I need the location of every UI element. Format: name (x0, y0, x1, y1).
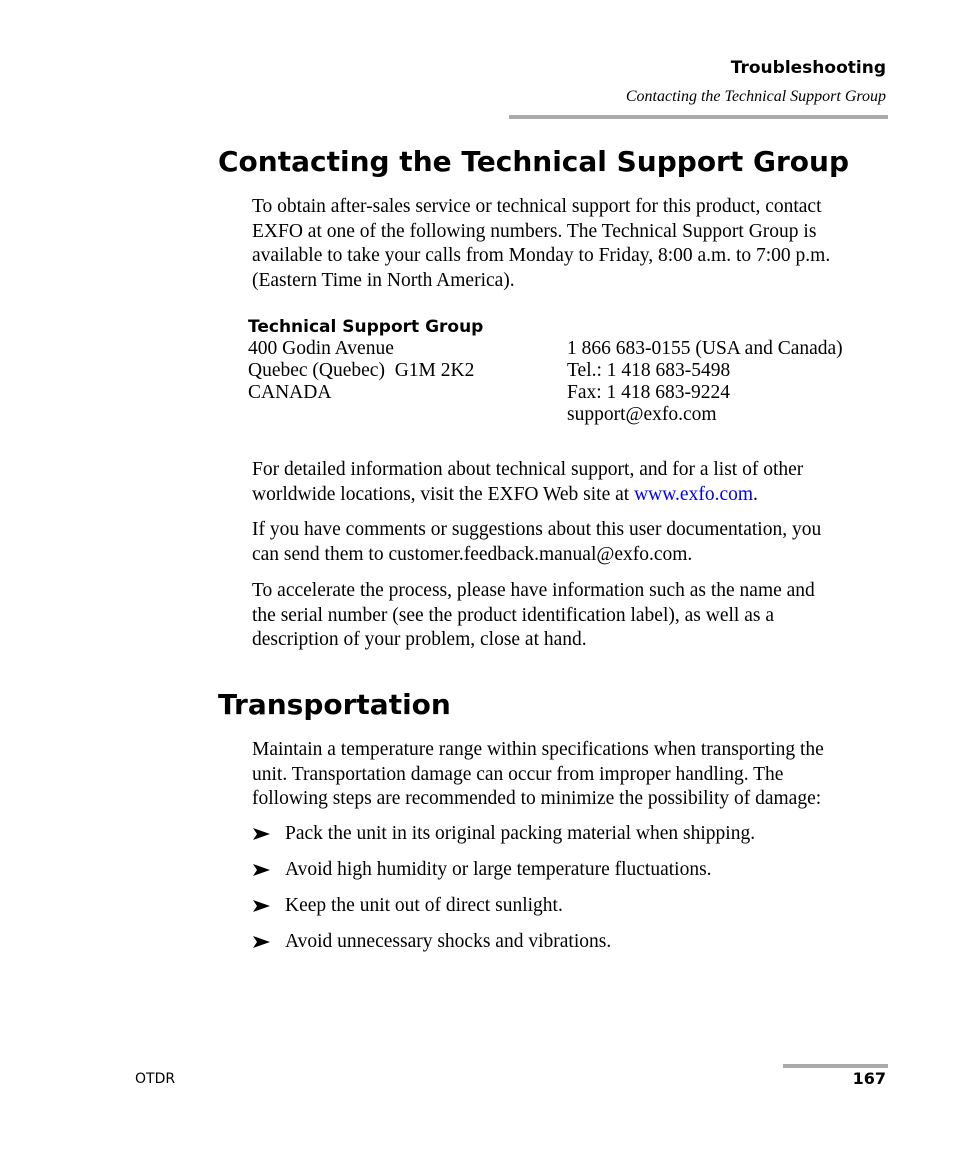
header-divider (509, 115, 888, 119)
support-contacts (567, 338, 843, 426)
footer-divider (783, 1064, 888, 1068)
support-group-name: Technical Support Group (248, 317, 484, 337)
fax-number: Fax: 1 418 683-9224 (567, 382, 731, 403)
arrow-bullet-icon (252, 932, 272, 952)
list-item-text: Avoid high humidity or large temperature fluctuations. (285, 859, 712, 880)
intro-line: EXFO at one of the following numbers. The Technical Support Group is (252, 220, 817, 242)
list-item-text: Pack the unit in its original packing material when shipping. (285, 823, 756, 844)
address-line: 400 Godin Avenue (248, 338, 394, 359)
arrow-bullet-icon (252, 824, 272, 844)
details-line: For detailed information about technical support, and for a list of other (252, 459, 804, 480)
comments-line: If you have comments or suggestions about this user documentation, you (252, 519, 822, 540)
intro-line: available to take your calls from Monday to Friday, 8:00 a.m. to 7:00 p.m. (252, 245, 831, 266)
comments-paragraph (252, 518, 882, 567)
transport-intro-line: unit. Transportation damage can occur from improper handling. The (252, 763, 784, 785)
intro-paragraph (252, 195, 882, 293)
transport-intro-line: Maintain a temperature range within specifications when transporting the (252, 739, 824, 760)
running-header-section: Contacting the Technical Support Group (625, 88, 886, 105)
support-email: support@exfo.com (567, 404, 717, 425)
intro-line: (Eastern Time in North America). (252, 269, 515, 291)
section-title-technical-support: Contacting the Technical Support Group (218, 145, 849, 178)
arrow-bullet-icon (252, 860, 272, 880)
transport-intro-line: following steps are recommended to minimize the possibility of damage: (252, 788, 822, 809)
address-line: CANADA (248, 382, 332, 403)
arrow-bullet-icon (252, 896, 272, 916)
address-line: Quebec (Quebec) G1M 2K2 (248, 360, 475, 381)
list-item-text: Avoid unnecessary shocks and vibrations. (285, 931, 612, 952)
list-item (252, 858, 892, 894)
list-item (252, 930, 892, 966)
accelerate-line: To accelerate the process, please have information such as the name and (252, 580, 815, 601)
details-paragraph (252, 458, 882, 507)
transport-intro-paragraph (252, 738, 882, 812)
running-header-chapter: Troubleshooting (730, 58, 886, 78)
page-number: 167 (852, 1069, 886, 1088)
toll-free-number: 1 866 683-0155 (USA and Canada) (567, 338, 843, 359)
accelerate-paragraph (252, 579, 882, 653)
website-link[interactable]: www.exfo.com (634, 483, 754, 505)
accelerate-line: the serial number (see the product identification label), as well as a (252, 604, 774, 626)
section-title-transportation: Transportation (218, 688, 451, 721)
list-item (252, 894, 892, 930)
footer-product-name: OTDR (135, 1071, 176, 1087)
list-item-text: Keep the unit out of direct sunlight. (285, 895, 563, 916)
telephone-number: Tel.: 1 418 683-5498 (567, 360, 731, 381)
details-line-text: worldwide locations, visit the EXFO Web site at (252, 483, 635, 505)
transport-steps-list (252, 822, 892, 966)
accelerate-line: description of your problem, close at hand. (252, 629, 587, 650)
intro-line: To obtain after-sales service or technical support for this product, contact (252, 196, 822, 217)
list-item (252, 822, 892, 858)
details-line-end: . (753, 483, 758, 505)
comments-line: can send them to customer.feedback.manual@exfo.com. (252, 543, 693, 565)
support-address (248, 338, 474, 404)
details-line-with-link (252, 483, 882, 508)
